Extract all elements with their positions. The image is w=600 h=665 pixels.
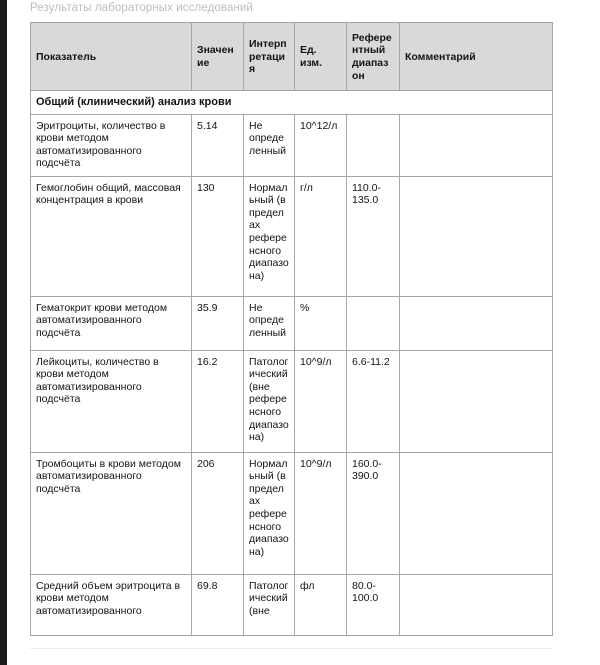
cell-unit: 10^9/л (295, 452, 347, 574)
cell-reference-range: 110.0-135.0 (347, 176, 400, 296)
table-row (31, 350, 553, 452)
cell-interpretation: Нормальный (в пределах референсного диапазона) (244, 176, 295, 296)
column-header-interpretation: Интерпретация (244, 23, 295, 91)
table-row (31, 114, 553, 176)
cell-indicator: Средний объем эритроцита в крови методом автоматизированного (31, 574, 192, 635)
cell-unit: 10^12/л (295, 114, 347, 176)
cell-reference-range: 80.0-100.0 (347, 574, 400, 635)
column-header-reference-range: Референтный диапазон (347, 23, 400, 91)
cell-interpretation: Нормальный (в пределах референсного диапазона) (244, 452, 295, 574)
cell-value: 16.2 (192, 350, 244, 452)
cell-comment (400, 296, 553, 350)
table-body (31, 91, 553, 636)
column-header-unit: Ед. изм. (295, 23, 347, 91)
column-header-indicator: Показатель (31, 23, 192, 91)
cell-unit: % (295, 296, 347, 350)
column-header-value: Значение (192, 23, 244, 91)
table-row (31, 176, 553, 296)
window-left-edge-strip (0, 0, 7, 665)
cell-value: 130 (192, 176, 244, 296)
cell-interpretation: Не определенный (244, 114, 295, 176)
cell-interpretation: Не определенный (244, 296, 295, 350)
content-divider (30, 648, 552, 649)
cell-unit: г/л (295, 176, 347, 296)
table-row (31, 574, 553, 635)
section-title-blood-count: Общий (клинический) анализ крови (31, 91, 553, 115)
table-header (31, 23, 553, 91)
cell-comment (400, 114, 553, 176)
cell-unit: фл (295, 574, 347, 635)
lab-results-table (30, 22, 553, 636)
cell-comment (400, 350, 553, 452)
table-row (31, 296, 553, 350)
page-title: Результаты лабораторных исследований (30, 2, 253, 14)
cell-indicator: Эритроциты, количество в крови методом автоматизированного подсчёта (31, 114, 192, 176)
cell-indicator: Лейкоциты, количество в крови методом автоматизированного подсчёта (31, 350, 192, 452)
cell-comment (400, 176, 553, 296)
cell-interpretation: Патологический (вне (244, 574, 295, 635)
cell-comment (400, 574, 553, 635)
lab-results-page (7, 0, 600, 665)
cell-unit: 10^9/л (295, 350, 347, 452)
cell-comment (400, 452, 553, 574)
cell-reference-range: 160.0-390.0 (347, 452, 400, 574)
cell-value: 69.8 (192, 574, 244, 635)
table-row (31, 452, 553, 574)
lab-results-table-container (30, 22, 552, 636)
cell-value: 206 (192, 452, 244, 574)
cell-indicator: Тромбоциты в крови методом автоматизированного подсчёта (31, 452, 192, 574)
cell-value: 5.14 (192, 114, 244, 176)
cell-indicator: Гемоглобин общий, массовая концентрация в крови (31, 176, 192, 296)
table-header-row (31, 23, 553, 91)
cell-reference-range: 6.6-11.2 (347, 350, 400, 452)
cell-value: 35.9 (192, 296, 244, 350)
table-section-row (31, 91, 553, 115)
cell-reference-range (347, 114, 400, 176)
cell-reference-range (347, 296, 400, 350)
column-header-comment: Комментарий (400, 23, 553, 91)
cell-interpretation: Патологический (вне референсного диапазона) (244, 350, 295, 452)
cell-indicator: Гематокрит крови методом автоматизированного подсчёта (31, 296, 192, 350)
